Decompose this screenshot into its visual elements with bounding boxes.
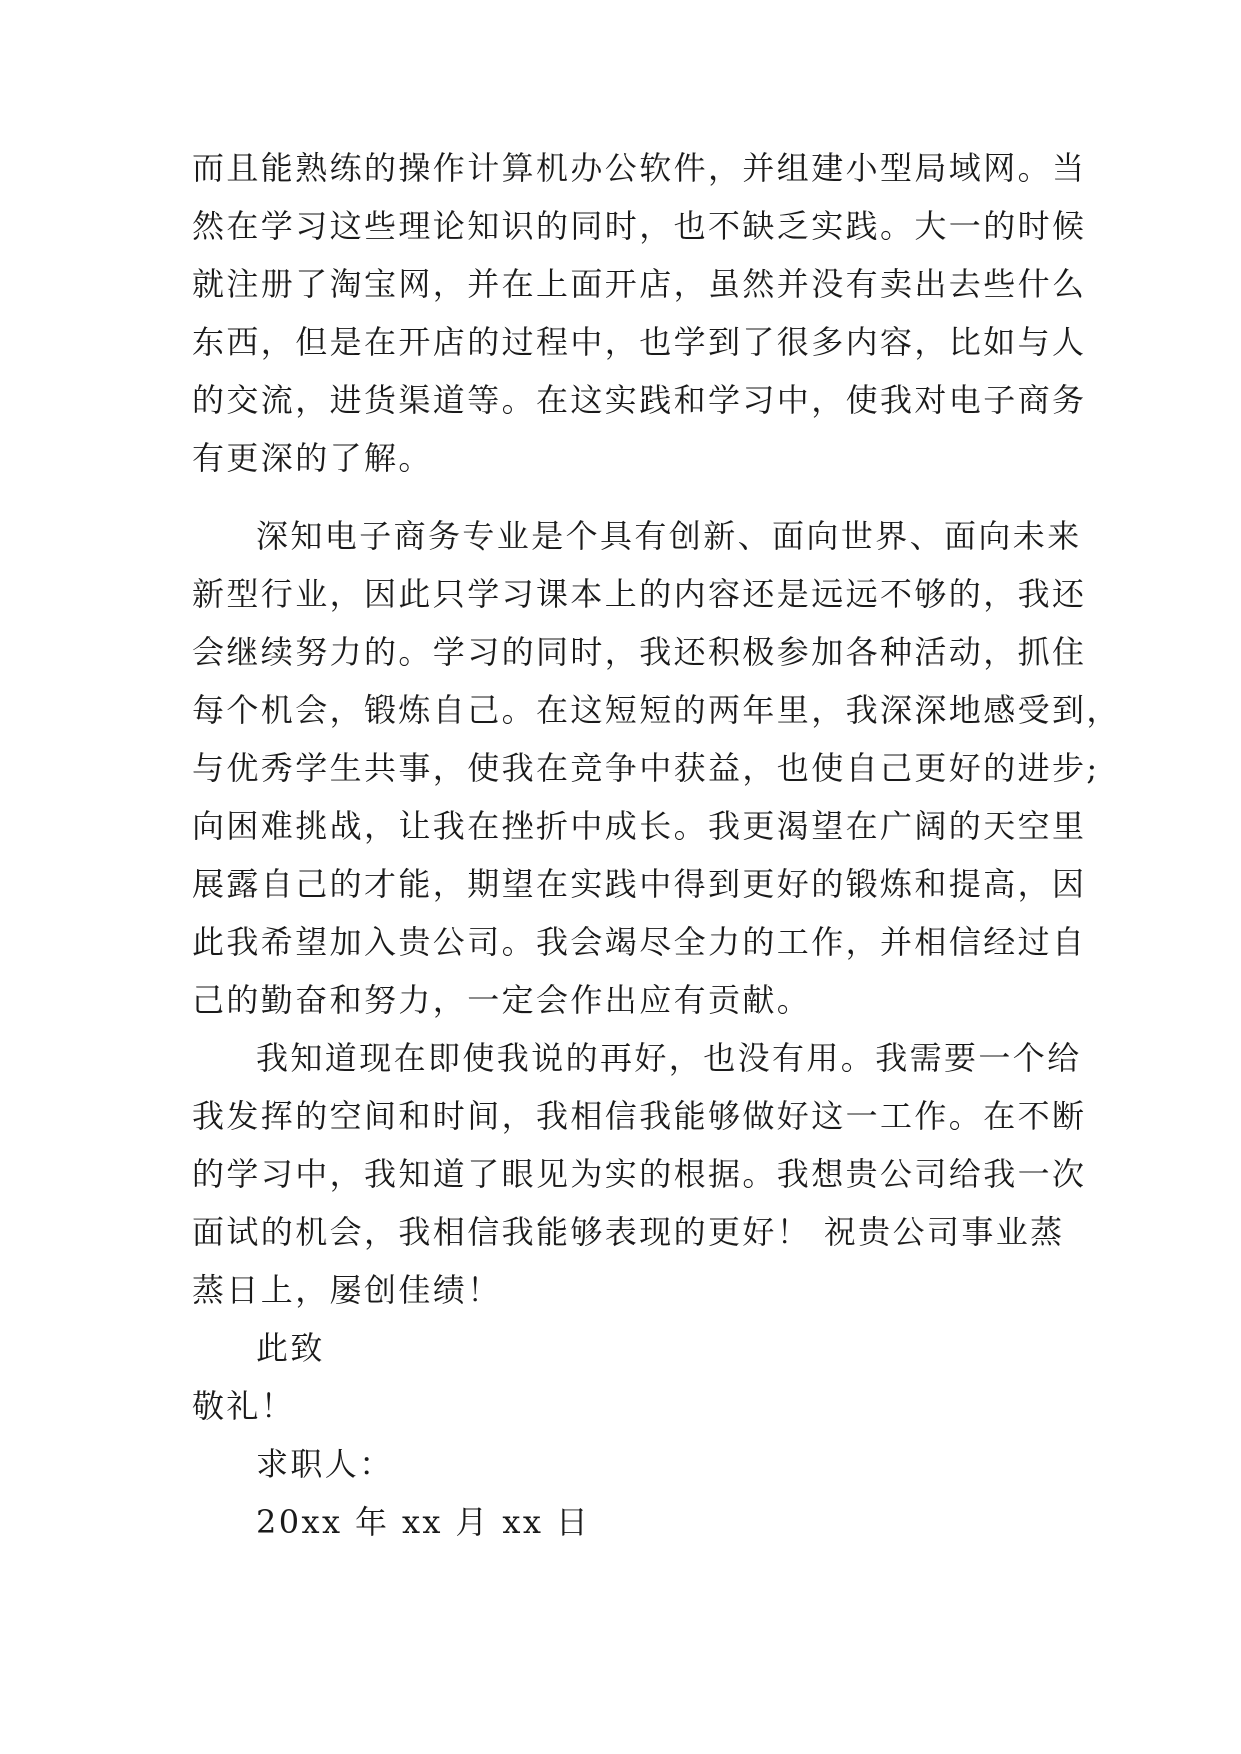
body-line: 就注册了淘宝网，并在上面开店，虽然并没有卖出去些什么: [192, 265, 1087, 303]
body-line: 的学习中，我知道了眼见为实的根据。我想贵公司给我一次: [192, 1155, 1087, 1193]
body-line: 会继续努力的。学习的同时，我还积极参加各种活动，抓住: [192, 633, 1087, 671]
applicant-signature: 求职人：: [256, 1445, 394, 1483]
body-line: 己的勤奋和努力，一定会作出应有贡献。: [192, 981, 812, 1019]
body-line: 此我希望加入贵公司。我会竭尽全力的工作，并相信经过自: [192, 923, 1087, 961]
body-line: 我发挥的空间和时间，我相信我能够做好这一工作。在不断: [192, 1097, 1087, 1135]
body-line: 我知道现在即使我说的再好，也没有用。我需要一个给: [256, 1039, 1082, 1077]
body-line: 东西，但是在开店的过程中，也学到了很多内容，比如与人: [192, 323, 1087, 361]
body-line: 向困难挑战，让我在挫折中成长。我更渴望在广阔的天空里: [192, 807, 1087, 845]
closing-regards: 敬礼！: [192, 1387, 296, 1425]
body-line: 深知电子商务专业是个具有创新、面向世界、面向未来: [256, 517, 1082, 555]
closing-salutation: 此致: [256, 1329, 325, 1367]
body-line: 然在学习这些理论知识的同时，也不缺乏实践。大一的时候: [192, 207, 1087, 245]
body-line: 每个机会，锻炼自己。在这短短的两年里，我深深地感受到，: [192, 691, 1121, 729]
letter-date: 20xx 年 xx 月 xx 日: [256, 1503, 591, 1541]
body-line: 而且能熟练的操作计算机办公软件，并组建小型局域网。当: [192, 149, 1087, 187]
body-line: 的交流，进货渠道等。在这实践和学习中，使我对电子商务: [192, 381, 1087, 419]
body-line: 新型行业，因此只学习课本上的内容还是远远不够的，我还: [192, 575, 1087, 613]
body-line: 面试的机会，我相信我能够表现的更好！ 祝贵公司事业蒸: [192, 1213, 1065, 1251]
body-line: 有更深的了解。: [192, 439, 433, 477]
body-line: 蒸日上，屡创佳绩！: [192, 1271, 502, 1309]
body-line: 展露自己的才能，期望在实践中得到更好的锻炼和提高，因: [192, 865, 1087, 903]
body-line: 与优秀学生共事，使我在竞争中获益，也使自己更好的进步;: [192, 749, 1100, 787]
